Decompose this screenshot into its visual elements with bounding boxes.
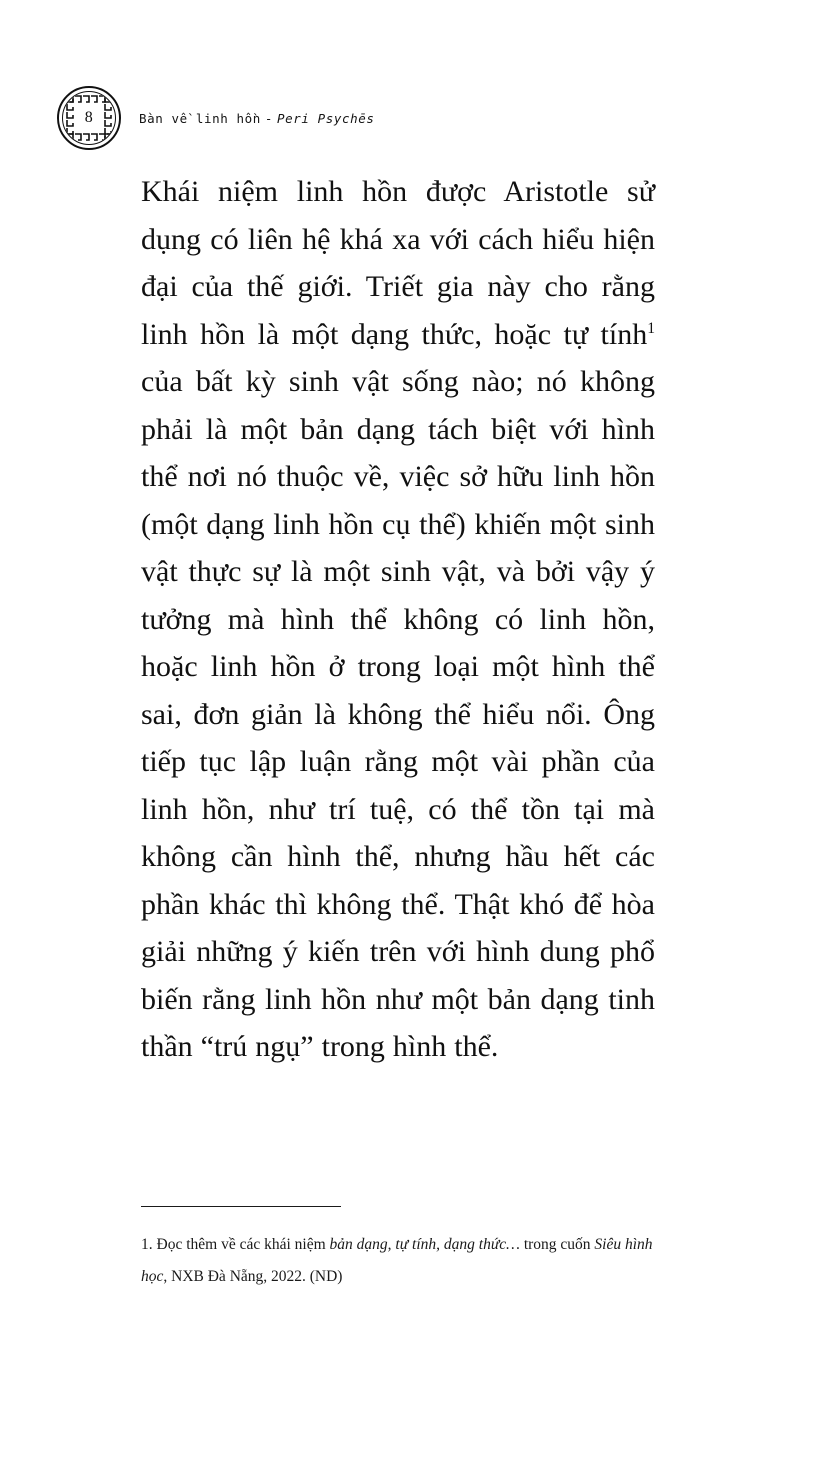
- running-head: [57, 86, 375, 150]
- footnote-book-title: Siêu hình học: [141, 1236, 653, 1285]
- paragraph-text-before-note: Khái niệm linh hồn được Aristotle sử dụng có liên hệ khá xa với cách hiểu hiện đại của thế giới. Triết gia này cho rằng linh hồn là một dạng thức, hoặc tự tính: [141, 175, 655, 351]
- greek-meander-circle-icon: [57, 86, 121, 150]
- page-number: 8: [84, 109, 94, 126]
- running-title: [139, 111, 375, 126]
- paragraph-text-after-note: của bất kỳ sinh vật sống nào; nó không phải là một bản dạng tách biệt với hình thể nơi nó thuộc về, việc sở hữu linh hồn (một dạng linh hồn cụ thể) khiến một sinh vật thực sự là một sinh vật, và bởi vậy ý tưởng mà hình thể không có linh hồn, hoặc linh hồn ở trong loại một hình thể sai, đơn giản là không thể hiểu nổi. Ông tiếp tục lập luận rằng một vài phần của linh hồn, như trí tuệ, có thể tồn tại mà không cần hình thể, nhưng hầu hết các phần khác thì không thể. Thật khó để hòa giải những ý kiến trên với hình dung phổ biến rằng linh hồn như một bản dạng tinh thần “trú ngụ” trong hình thể.: [141, 365, 655, 1063]
- footnote-tail: , NXB Đà Nẵng, 2022. (ND): [163, 1268, 343, 1285]
- footnote-terms: bản dạng, tự tính, dạng thức…: [329, 1236, 520, 1253]
- footnote-text: [141, 1229, 655, 1293]
- body-text-block: [141, 168, 655, 1071]
- footnote-separator-rule: [141, 1206, 341, 1207]
- footnote-lead: 1. Đọc thêm về các khái niệm: [141, 1236, 330, 1253]
- running-title-main: Bàn về linh hồn: [139, 110, 261, 126]
- running-title-transliteration: Peri Psychēs: [277, 110, 375, 126]
- footnote-middle: trong cuốn: [519, 1236, 595, 1253]
- paragraph: [141, 168, 655, 1071]
- footnote-reference-marker[interactable]: 1: [647, 319, 655, 337]
- running-title-separator: -: [264, 110, 274, 126]
- footnote-area: [141, 1206, 655, 1293]
